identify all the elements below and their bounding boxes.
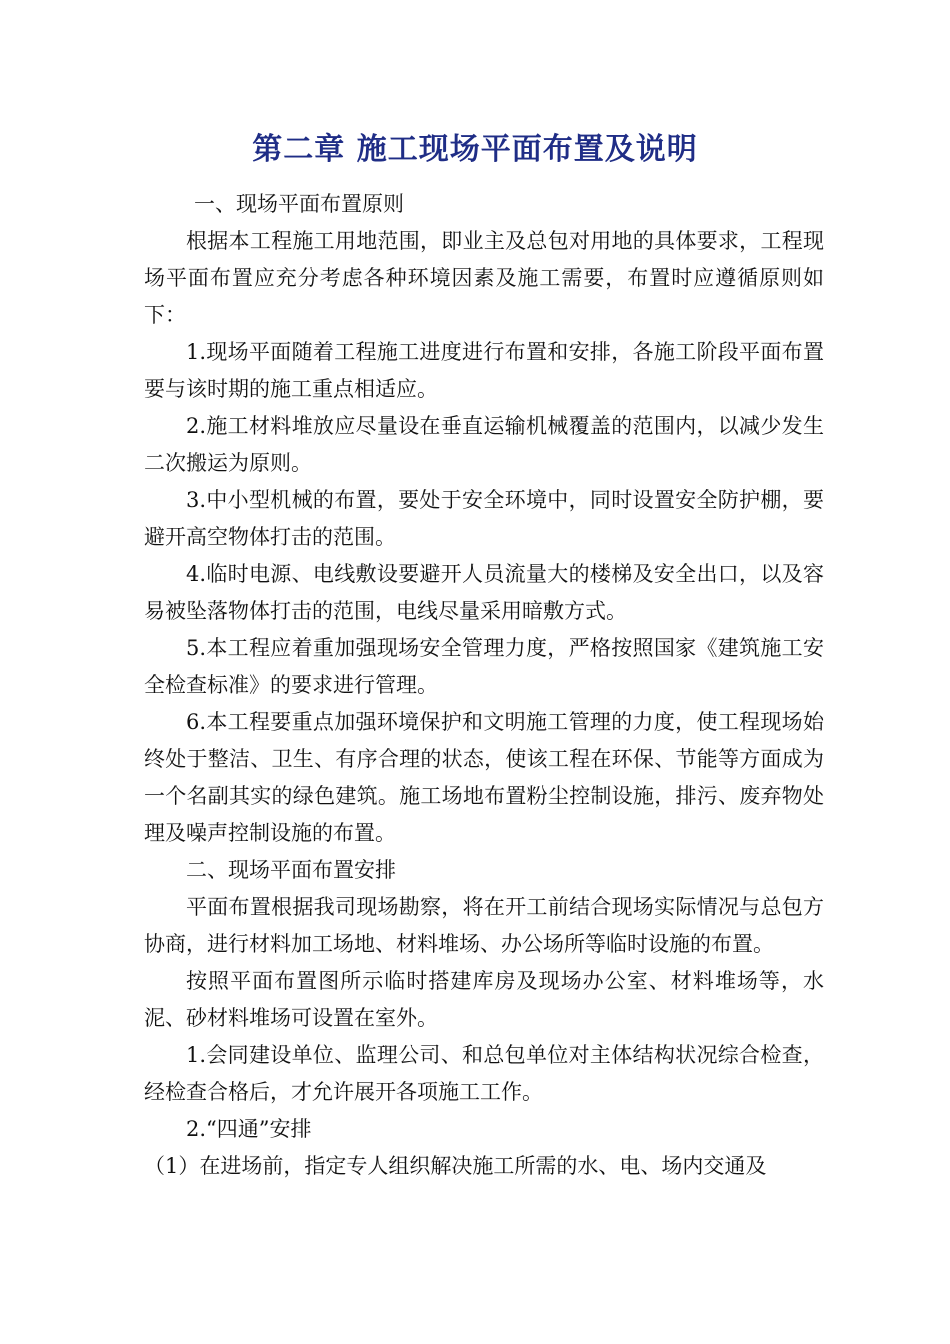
paragraph-intro: 根据本工程施工用地范围，即业主及总包对用地的具体要求，工程现场平面布置应充分考虑各种环境因素及施工需要，布置时应遵循原则如下： xyxy=(144,229,824,327)
document-body xyxy=(144,186,824,1185)
paragraph-item-5: 5.本工程应着重加强现场安全管理力度，严格按照国家《建筑施工安全检查标准》的要求进行管理。 xyxy=(144,636,824,697)
paragraph-arrangement-item-2: 2.“四通”安排 xyxy=(186,1117,312,1141)
section-heading-principles: 一、现场平面布置原则 xyxy=(194,192,404,216)
paragraph-temporary-facilities: 按照平面布置图所示临时搭建库房及现场办公室、材料堆场等，水泥、砂材料堆场可设置在室外。 xyxy=(144,969,824,1030)
paragraph-item-3: 3.中小型机械的布置，要处于安全环境中，同时设置安全防护棚，要避开高空物体打击的范围。 xyxy=(144,488,824,549)
paragraph-layout-plan: 平面布置根据我司现场勘察，将在开工前结合现场实际情况与总包方协商，进行材料加工场地、材料堆场、办公场所等临时设施的布置。 xyxy=(144,895,824,956)
paragraph-arrangement-item-1: 1.会同建设单位、监理公司、和总包单位对主体结构状况综合检查，经检查合格后，才允许展开各项施工工作。 xyxy=(144,1043,824,1104)
chapter-title: 第二章 施工现场平面布置及说明 xyxy=(252,132,698,167)
section-heading-arrangement: 二、现场平面布置安排 xyxy=(186,858,396,882)
paragraph-item-4: 4.临时电源、电线敷设要避开人员流量大的楼梯及安全出口，以及容易被坠落物体打击的范围，电线尽量采用暗敷方式。 xyxy=(144,562,824,623)
paragraph-item-1: 1.现场平面随着工程施工进度进行布置和安排，各施工阶段平面布置要与该时期的施工重点相适应。 xyxy=(144,340,824,401)
paragraph-item-6: 6.本工程要重点加强环境保护和文明施工管理的力度，使工程现场始终处于整洁、卫生、有序合理的状态，使该工程在环保、节能等方面成为一个名副其实的绿色建筑。施工场地布置粉尘控制设施，排污、废弃物处理及噪声控制设施的布置。 xyxy=(144,710,824,845)
paragraph-subitem-1: （1）在进场前，指定专人组织解决施工所需的水、电、场内交通及 xyxy=(144,1154,767,1178)
paragraph-item-2: 2.施工材料堆放应尽量设在垂直运输机械覆盖的范围内，以减少发生二次搬运为原则。 xyxy=(144,414,824,475)
